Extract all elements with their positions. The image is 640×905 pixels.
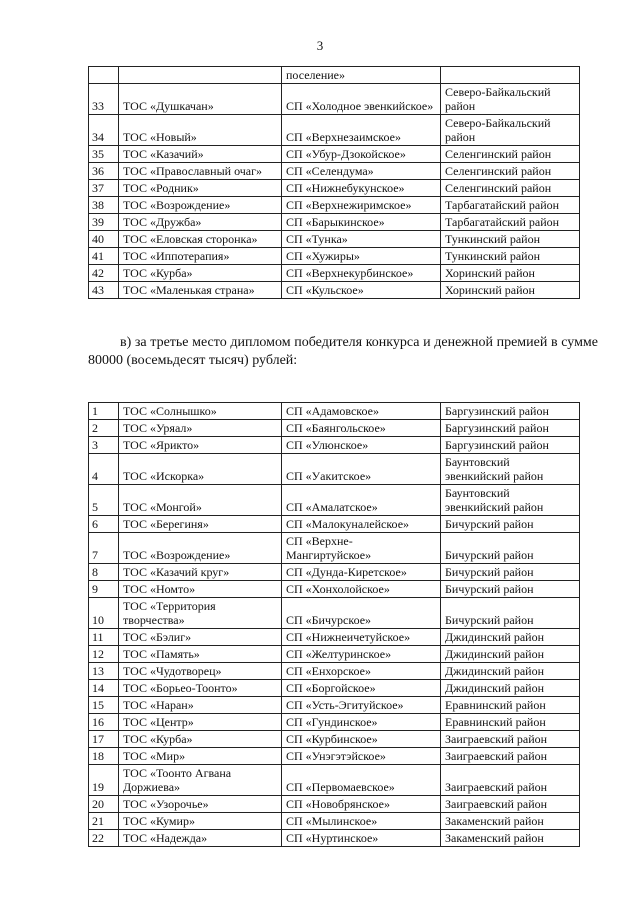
tos-name-cell: ТОС «Иппотерапия»: [119, 248, 282, 265]
row-number-cell: 13: [89, 663, 119, 680]
table-row: [89, 231, 580, 248]
settlement-cell: СП «Селендума»: [282, 163, 441, 180]
settlement-cell: СП «Холодное эвенкийское»: [282, 84, 441, 115]
district-cell: Тарбагатайский район: [441, 197, 580, 214]
row-number-cell: 2: [89, 420, 119, 437]
table-row: [89, 697, 580, 714]
settlement-cell: СП «Улюнское»: [282, 437, 441, 454]
district-cell: Еравнинский район: [441, 714, 580, 731]
row-number-cell: 34: [89, 115, 119, 146]
settlement-cell: СП «Тунка»: [282, 231, 441, 248]
table-row: [89, 731, 580, 748]
table-row: [89, 765, 580, 796]
table-row: [89, 830, 580, 847]
table-row: [89, 533, 580, 564]
settlement-cell: СП «Кульское»: [282, 282, 441, 299]
tos-name-cell: ТОС «Территория творчества»: [119, 598, 282, 629]
row-number-cell: 19: [89, 765, 119, 796]
tos-name-cell: ТОС «Память»: [119, 646, 282, 663]
row-number-cell: 6: [89, 516, 119, 533]
row-number-cell: 33: [89, 84, 119, 115]
district-cell: Селенгинский район: [441, 180, 580, 197]
settlement-cell: СП «Усть-Эгитуйское»: [282, 697, 441, 714]
tos-name-cell: ТОС «Дружба»: [119, 214, 282, 231]
third-place-paragraph: в) за третье место дипломом победителя конкурса и денежной премией в сумме 80000 (восемьдесят тысяч) рублей:: [88, 335, 598, 368]
tos-name-cell: ТОС «Номто»: [119, 581, 282, 598]
row-number-cell: 9: [89, 581, 119, 598]
table-row: [89, 214, 580, 231]
table-row: [89, 796, 580, 813]
district-cell: Хоринский район: [441, 282, 580, 299]
row-number-cell: 35: [89, 146, 119, 163]
tos-name-cell: ТОС «Еловская сторонка»: [119, 231, 282, 248]
table-row: [89, 629, 580, 646]
settlement-cell: СП «Убур-Дзокойское»: [282, 146, 441, 163]
tos-name-cell: ТОС «Узорочье»: [119, 796, 282, 813]
tos-name-cell: ТОС «Православный очаг»: [119, 163, 282, 180]
settlement-cell: СП «Унэгэтэйское»: [282, 748, 441, 765]
table-row: [89, 248, 580, 265]
row-number-cell: 20: [89, 796, 119, 813]
district-cell: Закаменский район: [441, 830, 580, 847]
tos-name-cell: [119, 67, 282, 84]
row-number-cell: 7: [89, 533, 119, 564]
winners-table-continued: [88, 66, 580, 299]
row-number-cell: 43: [89, 282, 119, 299]
tos-name-cell: ТОС «Мир»: [119, 748, 282, 765]
settlement-cell: СП «Верхнежиримское»: [282, 197, 441, 214]
row-number-cell: 40: [89, 231, 119, 248]
district-cell: Баргузинский район: [441, 420, 580, 437]
tos-name-cell: ТОС «Возрождение»: [119, 197, 282, 214]
table-row: [89, 163, 580, 180]
row-number-cell: 5: [89, 485, 119, 516]
row-number-cell: 1: [89, 403, 119, 420]
row-number-cell: 3: [89, 437, 119, 454]
district-cell: Хоринский район: [441, 265, 580, 282]
settlement-cell: СП «Барыкинское»: [282, 214, 441, 231]
tos-name-cell: ТОС «Бэлиг»: [119, 629, 282, 646]
district-cell: Закаменский район: [441, 813, 580, 830]
table-row: [89, 680, 580, 697]
table-row: [89, 813, 580, 830]
tos-name-cell: ТОС «Курба»: [119, 731, 282, 748]
tos-name-cell: ТОС «Тоонто Агвана Доржиева»: [119, 765, 282, 796]
table-row: [89, 748, 580, 765]
row-number-cell: 12: [89, 646, 119, 663]
district-cell: Тункинский район: [441, 231, 580, 248]
district-cell: Селенгинский район: [441, 163, 580, 180]
table-row: [89, 714, 580, 731]
table-row: [89, 420, 580, 437]
row-number-cell: 39: [89, 214, 119, 231]
tos-name-cell: ТОС «Родник»: [119, 180, 282, 197]
row-number-cell: 11: [89, 629, 119, 646]
table-row: [89, 598, 580, 629]
tos-name-cell: ТОС «Кумир»: [119, 813, 282, 830]
row-number-cell: 22: [89, 830, 119, 847]
row-number-cell: 10: [89, 598, 119, 629]
settlement-cell: СП «Дунда-Киретское»: [282, 564, 441, 581]
table-row: [89, 197, 580, 214]
tos-name-cell: ТОС «Чудотворец»: [119, 663, 282, 680]
district-cell: Заиграевский район: [441, 731, 580, 748]
tos-name-cell: ТОС «Казачий круг»: [119, 564, 282, 581]
table-row: [89, 663, 580, 680]
tos-name-cell: ТОС «Искорка»: [119, 454, 282, 485]
district-cell: Северо-Байкальский район: [441, 84, 580, 115]
tos-name-cell: ТОС «Уряал»: [119, 420, 282, 437]
tos-name-cell: ТОС «Казачий»: [119, 146, 282, 163]
district-cell: Баргузинский район: [441, 403, 580, 420]
table-row: [89, 282, 580, 299]
district-cell: Тункинский район: [441, 248, 580, 265]
row-number-cell: 38: [89, 197, 119, 214]
district-cell: Заиграевский район: [441, 796, 580, 813]
settlement-cell: СП «Боргойское»: [282, 680, 441, 697]
row-number-cell: 18: [89, 748, 119, 765]
tos-name-cell: ТОС «Берегиня»: [119, 516, 282, 533]
tos-name-cell: ТОС «Возрождение»: [119, 533, 282, 564]
settlement-cell: СП «Новобрянское»: [282, 796, 441, 813]
settlement-cell: СП «Нижнеичетуйское»: [282, 629, 441, 646]
settlement-cell: СП «Адамовское»: [282, 403, 441, 420]
district-cell: Джидинский район: [441, 629, 580, 646]
table-row: [89, 437, 580, 454]
tos-name-cell: ТОС «Курба»: [119, 265, 282, 282]
settlement-cell: СП «Хужиры»: [282, 248, 441, 265]
row-number-cell: 16: [89, 714, 119, 731]
settlement-cell: поселение»: [282, 67, 441, 84]
settlement-cell: СП «Нижнебукунское»: [282, 180, 441, 197]
settlement-cell: СП «Желтуринское»: [282, 646, 441, 663]
table-row: [89, 564, 580, 581]
district-cell: Селенгинский район: [441, 146, 580, 163]
table-row: [89, 454, 580, 485]
row-number-cell: 8: [89, 564, 119, 581]
settlement-cell: СП «Баянгольское»: [282, 420, 441, 437]
district-cell: Северо-Байкальский район: [441, 115, 580, 146]
district-cell: Тарбагатайский район: [441, 214, 580, 231]
settlement-cell: СП «Верхнекурбинское»: [282, 265, 441, 282]
third-place-table: [88, 402, 580, 847]
page-number: 3: [316, 38, 324, 53]
table-row: [89, 581, 580, 598]
table-row: [89, 516, 580, 533]
row-number-cell: 41: [89, 248, 119, 265]
district-cell: Баунтовский эвенкийский район: [441, 454, 580, 485]
settlement-cell: СП «Нуртинское»: [282, 830, 441, 847]
district-cell: Джидинский район: [441, 680, 580, 697]
district-cell: Джидинский район: [441, 663, 580, 680]
settlement-cell: СП «Верхнезаимское»: [282, 115, 441, 146]
tos-name-cell: ТОС «Наран»: [119, 697, 282, 714]
table-row: [89, 67, 580, 84]
settlement-cell: СП «Первомаевское»: [282, 765, 441, 796]
district-cell: Баргузинский район: [441, 437, 580, 454]
row-number-cell: [89, 67, 119, 84]
table-row: [89, 84, 580, 115]
table-row: [89, 146, 580, 163]
settlement-cell: СП «Курбинское»: [282, 731, 441, 748]
row-number-cell: 36: [89, 163, 119, 180]
district-cell: Баунтовский эвенкийский район: [441, 485, 580, 516]
row-number-cell: 42: [89, 265, 119, 282]
tos-name-cell: ТОС «Новый»: [119, 115, 282, 146]
tos-name-cell: ТОС «Душкачан»: [119, 84, 282, 115]
table-row: [89, 265, 580, 282]
settlement-cell: СП «Верхне-Мангиртуйское»: [282, 533, 441, 564]
district-cell: Еравнинский район: [441, 697, 580, 714]
district-cell: Бичурский район: [441, 533, 580, 564]
tos-name-cell: ТОС «Маленькая страна»: [119, 282, 282, 299]
row-number-cell: 17: [89, 731, 119, 748]
row-number-cell: 37: [89, 180, 119, 197]
settlement-cell: СП «Уакитское»: [282, 454, 441, 485]
row-number-cell: 4: [89, 454, 119, 485]
table-row: [89, 403, 580, 420]
tos-name-cell: ТОС «Солнышко»: [119, 403, 282, 420]
row-number-cell: 15: [89, 697, 119, 714]
settlement-cell: СП «Гундинское»: [282, 714, 441, 731]
district-cell: Заиграевский район: [441, 748, 580, 765]
district-cell: Бичурский район: [441, 581, 580, 598]
district-cell: Джидинский район: [441, 646, 580, 663]
table-row: [89, 646, 580, 663]
district-cell: Бичурский район: [441, 516, 580, 533]
district-cell: [441, 67, 580, 84]
row-number-cell: 21: [89, 813, 119, 830]
tos-name-cell: ТОС «Борьео-Тоонто»: [119, 680, 282, 697]
tos-name-cell: ТОС «Надежда»: [119, 830, 282, 847]
district-cell: Бичурский район: [441, 564, 580, 581]
settlement-cell: СП «Бичурское»: [282, 598, 441, 629]
settlement-cell: СП «Енхорское»: [282, 663, 441, 680]
table-row: [89, 485, 580, 516]
table-row: [89, 115, 580, 146]
settlement-cell: СП «Амалатское»: [282, 485, 441, 516]
settlement-cell: СП «Мылинское»: [282, 813, 441, 830]
settlement-cell: СП «Хонхолойское»: [282, 581, 441, 598]
settlement-cell: СП «Малокуналейское»: [282, 516, 441, 533]
tos-name-cell: ТОС «Центр»: [119, 714, 282, 731]
tos-name-cell: ТОС «Ярикто»: [119, 437, 282, 454]
district-cell: Бичурский район: [441, 598, 580, 629]
district-cell: Заиграевский район: [441, 765, 580, 796]
tos-name-cell: ТОС «Монгой»: [119, 485, 282, 516]
table-row: [89, 180, 580, 197]
row-number-cell: 14: [89, 680, 119, 697]
